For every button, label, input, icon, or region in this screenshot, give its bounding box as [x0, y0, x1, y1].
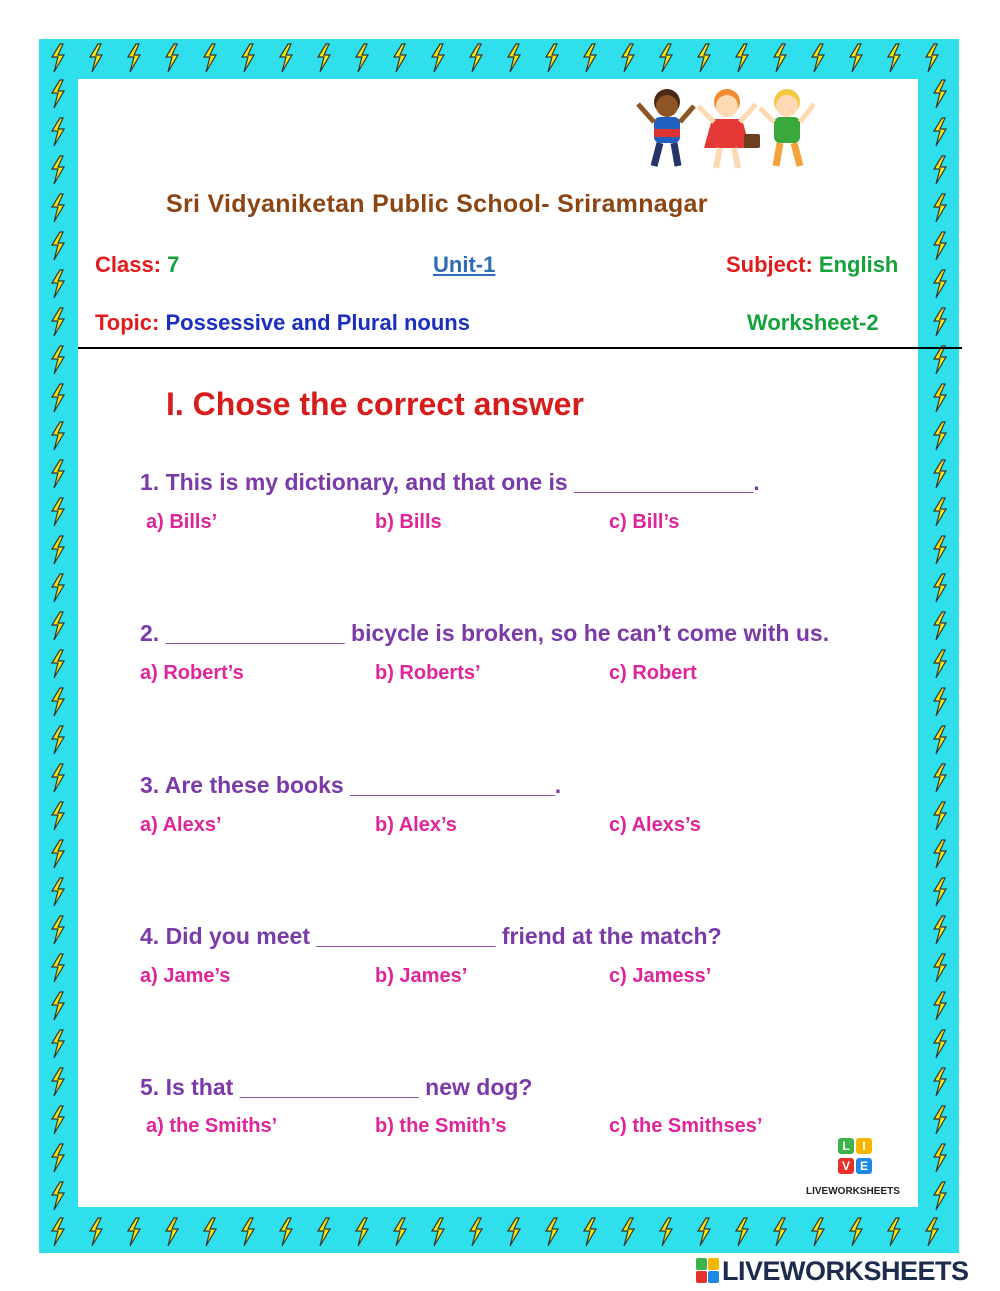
lightning-bolt-icon — [201, 43, 219, 73]
lightning-bolt-icon — [695, 43, 713, 73]
lightning-bolt-icon — [923, 1217, 941, 1247]
lightning-bolt-icon — [315, 43, 333, 73]
lightning-bolt-icon — [931, 535, 949, 565]
question-4-option-b[interactable]: b) James’ — [375, 965, 468, 987]
lightning-bolt-icon — [49, 687, 67, 717]
logo-tile-e: E — [856, 1158, 872, 1174]
lightning-bolt-icon — [931, 1067, 949, 1097]
lightning-bolt-icon — [49, 307, 67, 337]
lightning-bolt-icon — [931, 915, 949, 945]
question-4-option-c[interactable]: c) Jamess’ — [609, 965, 712, 987]
question-1: 1. This is my dictionary, and that one is ______________. — [140, 469, 760, 495]
lightning-bolt-icon — [931, 1181, 949, 1211]
lightning-bolt-icon — [931, 1105, 949, 1135]
lightning-bolt-icon — [505, 1217, 523, 1247]
topic-info — [95, 310, 470, 336]
worksheet-number: Worksheet-2 — [747, 310, 879, 335]
lightning-bolt-icon — [315, 1217, 333, 1247]
lightning-bolt-icon — [505, 43, 523, 73]
lightning-bolt-icon — [657, 1217, 675, 1247]
lightning-bolt-icon — [239, 1217, 257, 1247]
lightning-bolt-icon — [49, 1217, 67, 1247]
lightning-bolt-icon — [885, 1217, 903, 1247]
question-5-option-b[interactable]: b) the Smith’s — [375, 1115, 507, 1137]
child-1-icon — [638, 89, 694, 166]
lightning-bolt-icon — [931, 269, 949, 299]
lightning-bolt-icon — [49, 459, 67, 489]
lightning-bolt-icon — [931, 611, 949, 641]
lightning-bolt-icon — [391, 43, 409, 73]
question-2-option-c[interactable]: c) Robert — [609, 662, 697, 684]
lightning-bolt-icon — [847, 1217, 865, 1247]
topic-value: Possessive and Plural nouns — [165, 310, 470, 335]
lightning-bolt-icon — [809, 1217, 827, 1247]
lightning-bolt-icon — [931, 421, 949, 451]
lightning-bolt-icon — [931, 1143, 949, 1173]
lightning-bolt-icon — [49, 231, 67, 261]
question-4-option-a[interactable]: a) Jame’s — [140, 965, 231, 987]
lightning-bolt-icon — [847, 43, 865, 73]
logo-tile-l: L — [838, 1138, 854, 1154]
lightning-bolt-icon — [49, 725, 67, 755]
lightning-bolt-icon — [931, 839, 949, 869]
lightning-bolt-icon — [87, 1217, 105, 1247]
lightning-bolt-icon — [49, 117, 67, 147]
lightning-bolt-icon — [931, 763, 949, 793]
lightning-bolt-icon — [49, 991, 67, 1021]
lightning-bolt-icon — [49, 269, 67, 299]
lightning-bolt-icon — [931, 117, 949, 147]
liveworksheets-brand[interactable]: LIVEWORKSHEETS — [722, 1256, 969, 1286]
kids-illustration — [632, 84, 822, 174]
class-label: Class: — [95, 252, 162, 277]
question-3-option-a[interactable]: a) Alexs’ — [140, 814, 222, 836]
section-title: I. Chose the correct answer — [166, 386, 584, 422]
lightning-bolt-icon — [125, 43, 143, 73]
lightning-bolt-icon — [49, 953, 67, 983]
lightning-bolt-icon — [49, 611, 67, 641]
question-2-option-a[interactable]: a) Robert’s — [140, 662, 244, 684]
lightning-bolt-icon — [49, 383, 67, 413]
lightning-bolt-icon — [543, 43, 561, 73]
lightning-bolt-icon — [49, 763, 67, 793]
lightning-bolt-icon — [277, 1217, 295, 1247]
question-3-option-b[interactable]: b) Alex’s — [375, 814, 457, 836]
lightning-bolt-icon — [931, 383, 949, 413]
subject-label: Subject: — [726, 252, 813, 277]
lightning-bolt-icon — [49, 193, 67, 223]
question-2-option-b[interactable]: b) Roberts’ — [375, 662, 481, 684]
lightning-bolt-icon — [429, 43, 447, 73]
class-info — [95, 252, 179, 278]
lightning-bolt-icon — [49, 1067, 67, 1097]
question-4: 4. Did you meet ______________ friend at the match? — [140, 923, 722, 949]
question-1-option-a[interactable]: a) Bills’ — [146, 511, 218, 533]
class-value: 7 — [167, 252, 180, 277]
logo-tile-i: I — [856, 1138, 872, 1154]
question-5-option-a[interactable]: a) the Smiths’ — [146, 1115, 278, 1137]
lightning-bolt-icon — [931, 1029, 949, 1059]
lightning-bolt-icon — [49, 345, 67, 375]
lightning-bolt-icon — [931, 307, 949, 337]
lightning-bolt-icon — [49, 649, 67, 679]
lightning-bolt-icon — [277, 43, 295, 73]
lightning-bolt-icon — [931, 877, 949, 907]
lightning-bolt-icon — [771, 1217, 789, 1247]
lightning-bolt-icon — [353, 43, 371, 73]
liveworksheets-small-label: LIVEWORKSHEETS — [806, 1186, 900, 1197]
question-2: 2. ______________ bicycle is broken, so he can’t come with us. — [140, 620, 830, 646]
lightning-bolt-icon — [49, 421, 67, 451]
child-2-icon — [698, 89, 760, 168]
school-name: Sri Vidyaniketan Public School- Sriramnagar — [166, 190, 708, 218]
lightning-bolt-icon — [49, 155, 67, 185]
lightning-bolt-icon — [809, 43, 827, 73]
lightning-bolt-icon — [931, 801, 949, 831]
lightning-bolt-icon — [931, 231, 949, 261]
lightning-bolt-icon — [163, 1217, 181, 1247]
lightning-bolt-icon — [931, 687, 949, 717]
lightning-bolt-icon — [619, 43, 637, 73]
header-divider — [78, 347, 962, 349]
lightning-bolt-icon — [581, 1217, 599, 1247]
subject-info — [726, 252, 898, 278]
lightning-bolt-icon — [581, 43, 599, 73]
lightning-bolt-icon — [49, 43, 67, 73]
question-1-option-c[interactable]: c) Bill’s — [609, 511, 680, 533]
lightning-bolt-icon — [49, 1029, 67, 1059]
lightning-bolt-icon — [931, 953, 949, 983]
question-5: 5. Is that ______________ new dog? — [140, 1074, 533, 1100]
question-1-option-b[interactable]: b) Bills — [375, 511, 442, 533]
lightning-bolt-icon — [391, 1217, 409, 1247]
lightning-bolt-icon — [733, 1217, 751, 1247]
lightning-bolt-icon — [201, 1217, 219, 1247]
unit-label: Unit-1 — [433, 252, 496, 277]
question-3-option-c[interactable]: c) Alexs’s — [609, 814, 701, 836]
liveworksheets-logo-icon — [696, 1258, 720, 1284]
lightning-bolt-icon — [931, 991, 949, 1021]
lightning-bolt-icon — [931, 725, 949, 755]
lightning-bolt-icon — [49, 1105, 67, 1135]
lightning-bolt-icon — [49, 573, 67, 603]
lightning-bolt-icon — [619, 1217, 637, 1247]
lightning-bolt-icon — [49, 915, 67, 945]
lightning-bolt-icon — [87, 43, 105, 73]
lightning-bolt-icon — [931, 79, 949, 109]
lightning-bolt-icon — [49, 839, 67, 869]
lightning-bolt-icon — [49, 1143, 67, 1173]
lightning-bolt-icon — [695, 1217, 713, 1247]
lightning-bolt-icon — [931, 573, 949, 603]
lightning-bolt-icon — [543, 1217, 561, 1247]
lightning-bolt-icon — [49, 535, 67, 565]
lightning-bolt-icon — [931, 497, 949, 527]
lightning-bolt-icon — [429, 1217, 447, 1247]
lightning-bolt-icon — [885, 43, 903, 73]
lightning-bolt-icon — [49, 877, 67, 907]
lightning-bolt-icon — [733, 43, 751, 73]
subject-value: English — [818, 252, 899, 277]
lightning-bolt-icon — [49, 79, 67, 109]
logo-tile-v: V — [838, 1158, 854, 1174]
lightning-bolt-icon — [931, 193, 949, 223]
lightning-bolt-icon — [49, 1181, 67, 1211]
lightning-bolt-icon — [657, 43, 675, 73]
lightning-bolt-icon — [771, 43, 789, 73]
lightning-bolt-icon — [163, 43, 181, 73]
lightning-bolt-icon — [931, 345, 949, 375]
lightning-bolt-icon — [931, 155, 949, 185]
lightning-bolt-icon — [467, 43, 485, 73]
lightning-bolt-icon — [931, 649, 949, 679]
lightning-bolt-icon — [923, 43, 941, 73]
lightning-bolt-icon — [239, 43, 257, 73]
question-3: 3. Are these books ________________. — [140, 772, 562, 798]
child-3-icon — [760, 89, 814, 166]
lightning-bolt-icon — [49, 497, 67, 527]
lightning-bolt-icon — [467, 1217, 485, 1247]
lightning-bolt-icon — [49, 801, 67, 831]
lightning-bolt-icon — [353, 1217, 371, 1247]
lightning-bolt-icon — [931, 459, 949, 489]
topic-label: Topic: — [95, 310, 160, 335]
lightning-bolt-icon — [125, 1217, 143, 1247]
question-5-option-c[interactable]: c) the Smithses’ — [609, 1115, 763, 1137]
